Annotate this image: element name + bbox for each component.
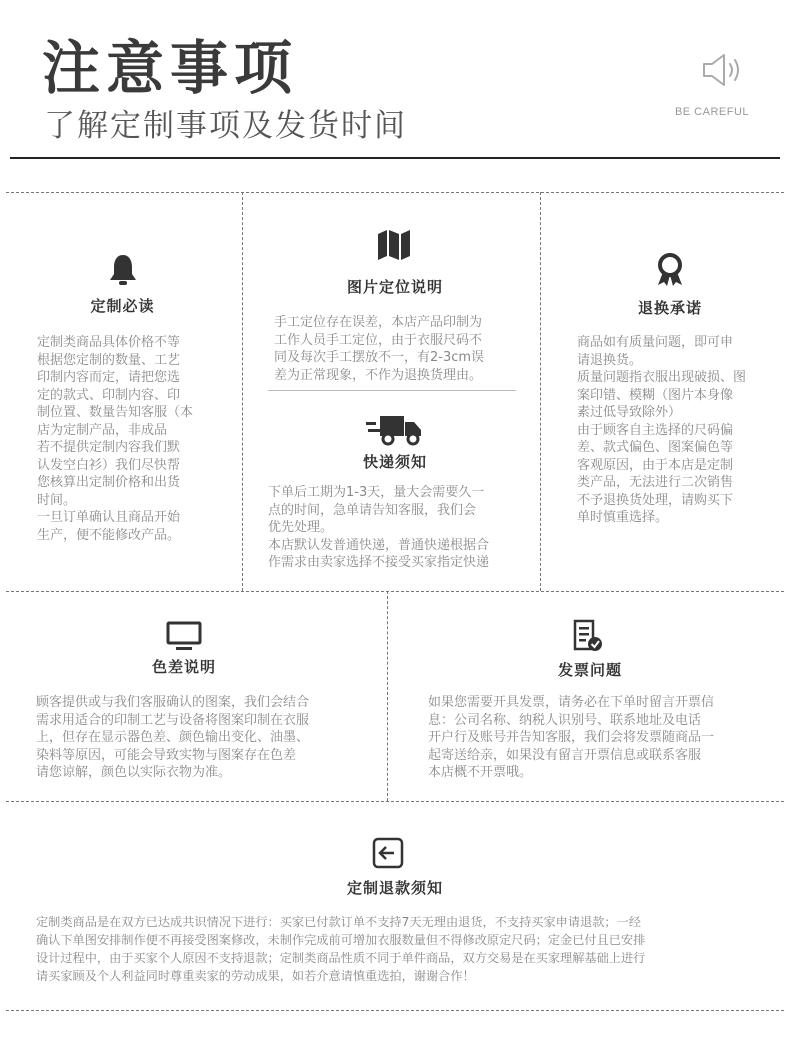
grid-line-col1 [242,192,243,591]
color-title: 色差说明 [151,658,216,676]
delivery-text: 下单后工期为1-3天，量大会需要久一 点的时间，急单请告知客服，我们会 优先处理。 本店默认发普通快递，普通快递根据合 作需求由卖家选择不接受买家指定快递 [268,485,490,570]
monitor-icon [166,621,202,651]
return-icon [372,837,404,869]
custom-notice-title: 定制必读 [90,297,155,315]
custom-notice-text: 定制类商品具体价格不等 根据您定制的数量、工艺 印制内容而定，请把您选 定的款式、印制内容、印 制位置、数量告知客服（本 店为定制产品，非成品 若不提供定制内容我们默 认发空白衫）我们尽快帮 您核算出定制价格和出货 时间。 一旦订单确认且商品开始 生产，便不能修改产品。 [37,335,194,543]
image-position-text: 手工定位存在误差，本店产品印制为 工作人员手工定位，由于衣服尺码不 同及每次手工摆放不一，有2-3cm误 差为正常现象，不作为退换货理由。 [274,315,485,383]
image-position-title: 图片定位说明 [346,278,443,296]
invoice-title: 发票问题 [557,661,622,679]
grid-line-col2 [540,192,541,591]
grid-line-row2-bottom [6,801,784,802]
bell-icon [108,253,138,287]
grid-line-bottom [6,1010,784,1011]
grid-line-row2-mid [387,591,388,801]
header-divider [10,157,780,159]
be-careful-tagline: BE CAREFUL [674,106,750,118]
speaker-icon [700,50,746,90]
refund-title: 定制退款须知 [346,879,443,897]
page-title: 注意事项 [42,34,299,102]
map-icon [376,228,412,262]
returns-text: 商品如有质量问题，即可申 请退换货。 质量问题指衣服出现破损、图 案印错、模糊（图片本身像 素过低导致除外） 由于顾客自主选择的尺码偏 差、款式偏色、图案偏色等 客观原因，由于本店是定制 类产品，无法进行二次销售 不予退换货处理，请购买下 单时慎重选择。 [577,335,747,525]
grid-line-row1-bottom [6,591,784,592]
truck-icon [366,412,424,446]
invoice-icon [572,619,604,653]
refund-text: 定制类商品是在双方已达成共识情况下进行：买家已付款订单不支持7天无理由退货，不支持买家申请退款；一经 确认下单图安排制作便不再接受图案修改，未制作完成前可增加衣服数量但不得修改原定尺码；定金已付且已安排 设计过程中，由于买家个人原因不支持退款；定制类商品性质不同于单件商品，双方交易是在买家理解基础上进行 请买家顾及个人利益同时尊重卖家的劳动成果，如若介意请慎重选拍，谢谢合作！ [36,915,646,983]
award-icon [654,253,686,287]
color-text: 顾客提供或与我们客服确认的图案，我们会结合 需求用适合的印制工艺与设备将图案印制在衣服 上，但存在显示器色差、颜色输出变化、油墨、 染料等原因，可能会导致实物与图案存在色差 请您谅解，颜色以实际衣物为准。 [36,695,310,780]
page-subtitle: 了解定制事项及发货时间 [44,108,407,144]
inner-divider [268,390,516,391]
invoice-text: 如果您需要开具发票，请务必在下单时留言开票信 息：公司名称、纳税人识别号、联系地址及电话 开户行及账号并告知客服，我们会将发票随商品一 起寄送给亲，如果没有留言开票信息或联系客服 本店概不开票哦。 [428,695,715,780]
returns-title: 退换承诺 [637,299,702,317]
delivery-title: 快递须知 [362,453,427,471]
grid-line-top [6,192,784,193]
